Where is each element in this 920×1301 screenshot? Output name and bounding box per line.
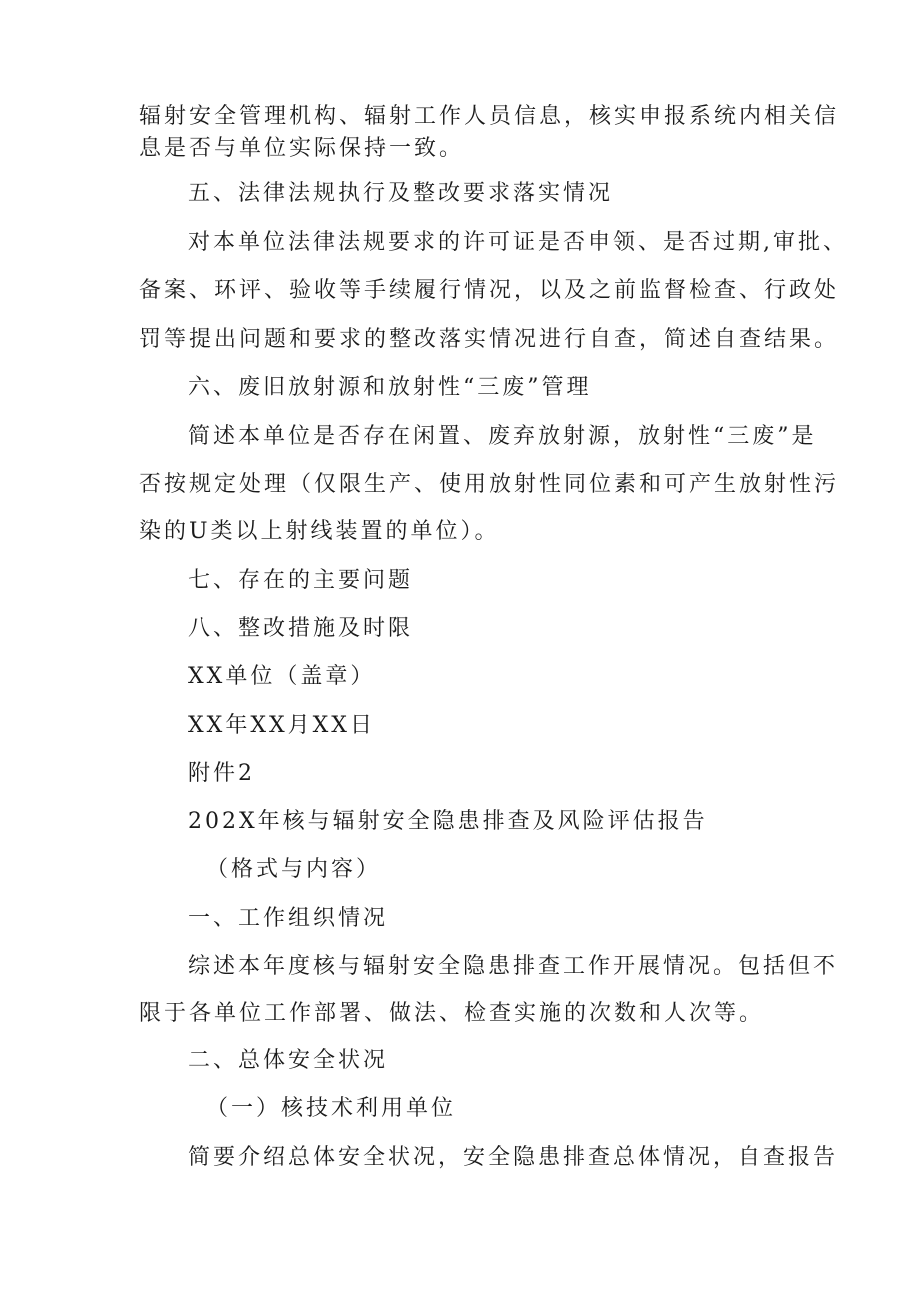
body-text-line: 染的U类以上射线装置的单位）。 <box>139 519 500 544</box>
body-text-line: 综述本年度核与辐射安全隐患排查工作开展情况。包括但不 <box>188 954 839 979</box>
attachment-label: 附件2 <box>188 761 255 786</box>
signature-unit: XX单位（盖章） <box>188 664 376 689</box>
body-text-line: 否按规定处理（仅限生产、使用放射性同位素和可产生放射性污 <box>139 472 840 497</box>
section-heading-8: 八、整改措施及时限 <box>188 616 414 641</box>
body-text-line: 简述本单位是否存在闲置、废弃放射源，放射性“三废”是 <box>188 424 817 449</box>
body-text-line: 辐射安全管理机构、辐射工作人员信息，核实申报系统内相关信 <box>139 104 840 129</box>
section-heading-6: 六、废旧放射源和放射性“三废”管理 <box>188 375 592 400</box>
body-text-line: 简要介绍总体安全状况，安全隐患排查总体情况，自查报告 <box>188 1145 839 1170</box>
subsection-heading: （一）核技术利用单位 <box>206 1096 457 1121</box>
signature-date: XX年XX月XX日 <box>188 713 375 738</box>
body-text-line: 息是否与单位实际保持一致。 <box>139 136 465 161</box>
report-title: 202X年核与辐射安全隐患排查及风险评估报告 <box>188 809 708 834</box>
body-text-line: 对本单位法律法规要求的许可证是否申领、是否过期,审批、 <box>188 230 848 255</box>
report-subtitle: （格式与内容） <box>206 857 382 882</box>
body-text-line: 罚等提出问题和要求的整改落实情况进行自查，简述自查结果。 <box>139 327 840 352</box>
body-text-line: 备案、环评、验收等手续履行情况，以及之前监督检查、行政处 <box>139 278 840 303</box>
section-heading-5: 五、法律法规执行及整改要求落实情况 <box>188 181 614 206</box>
body-text-line: 限于各单位工作部署、做法、检查实施的次数和人次等。 <box>139 1001 765 1026</box>
section-heading-1: 一、工作组织情况 <box>188 906 389 931</box>
section-heading-7: 七、存在的主要问题 <box>188 568 414 593</box>
section-heading-2: 二、总体安全状况 <box>188 1048 389 1073</box>
